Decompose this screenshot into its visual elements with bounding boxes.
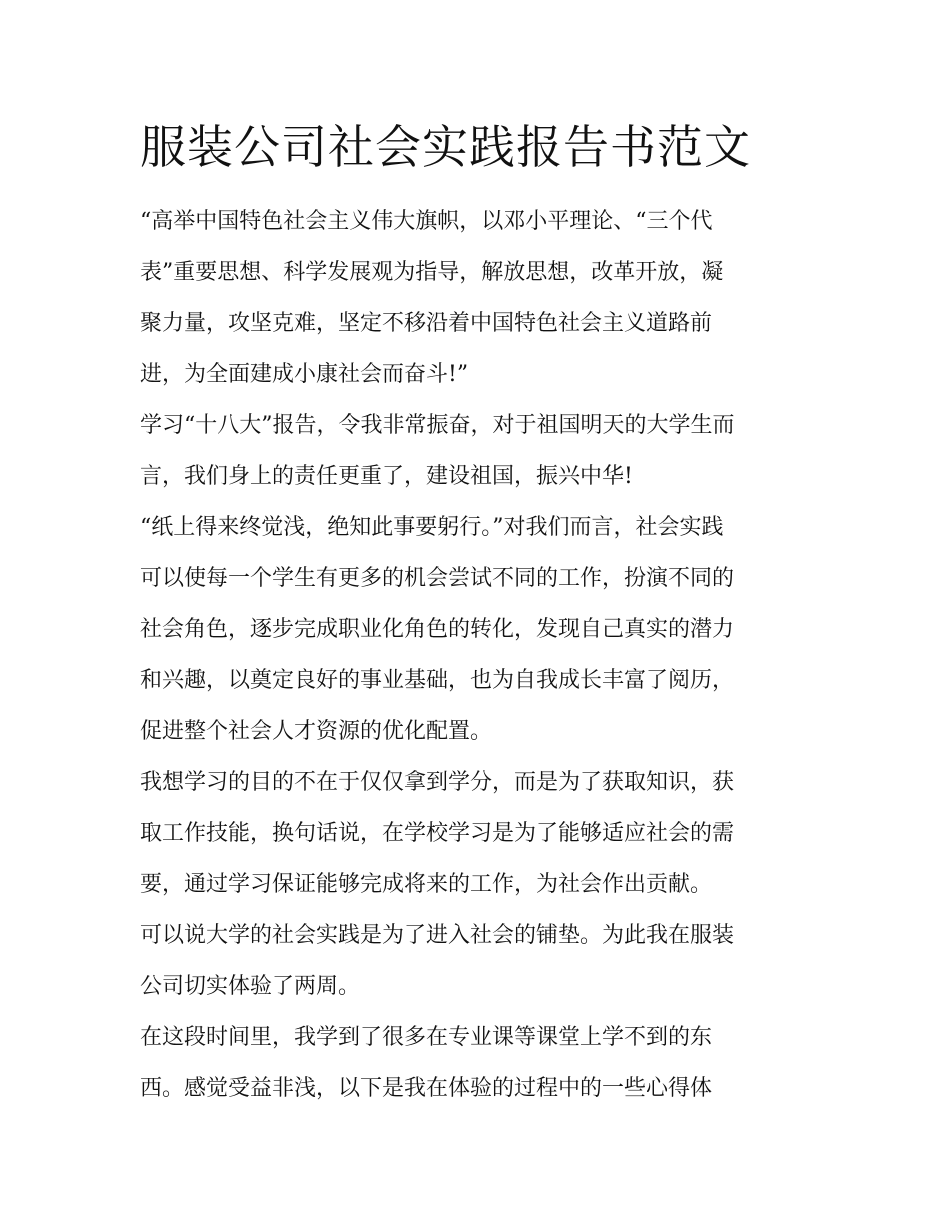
text-line: 和兴趣，以奠定良好的事业基础，也为自我成长丰富了阅历， — [140, 668, 735, 693]
text-line: 可以说大学的社会实践是为了进入社会的铺垫。为此我在服装 — [140, 923, 735, 948]
text-line: 进，为全面建成小康社会而奋斗!” — [140, 362, 469, 387]
text-line: 言，我们身上的责任更重了，建设祖国，振兴中华! — [140, 464, 633, 489]
text-line: 西。感觉受益非浅，以下是我在体验的过程中的一些心得体 — [140, 1076, 713, 1101]
text-line: 社会角色，逐步完成职业化角色的转化，发现自己真实的潜力 — [140, 617, 735, 642]
paragraph-company-experience — [140, 910, 815, 1012]
text-line: 要，通过学习保证能够完成将来的工作，为社会作出贡献。 — [140, 872, 713, 897]
paragraph-report-study — [140, 400, 815, 502]
paragraph-social-practice — [140, 502, 815, 757]
document-title: 服装公司社会实践报告书范文 — [140, 120, 751, 174]
text-line: 取工作技能，换句话说，在学校学习是为了能够适应社会的需 — [140, 821, 735, 846]
paragraph-reflection — [140, 1012, 815, 1114]
document-body — [140, 196, 815, 1114]
text-line: 可以使每一个学生有更多的机会尝试不同的工作，扮演不同的 — [140, 566, 735, 591]
paragraph-slogan-quote — [140, 196, 815, 400]
text-line: “纸上得来终觉浅，绝知此事要躬行。”对我们而言，社会实践 — [140, 515, 724, 540]
text-line: 促进整个社会人才资源的优化配置。 — [140, 719, 493, 744]
paragraph-learning-purpose — [140, 757, 815, 910]
text-line: “高举中国特色社会主义伟大旗帜，以邓小平理论、“三个代 — [140, 209, 713, 234]
text-line: 我想学习的目的不在于仅仅拿到学分，而是为了获取知识，获 — [140, 770, 735, 795]
text-line: 学习“十八大”报告，令我非常振奋，对于祖国明天的大学生而 — [140, 413, 735, 438]
text-line: 公司切实体验了两周。 — [140, 974, 361, 999]
text-line: 聚力量，攻坚克难，坚定不移沿着中国特色社会主义道路前 — [140, 311, 713, 336]
text-line: 在这段时间里，我学到了很多在专业课等课堂上学不到的东 — [140, 1025, 713, 1050]
text-line: 表”重要思想、科学发展观为指导，解放思想，改革开放，凝 — [140, 260, 724, 285]
